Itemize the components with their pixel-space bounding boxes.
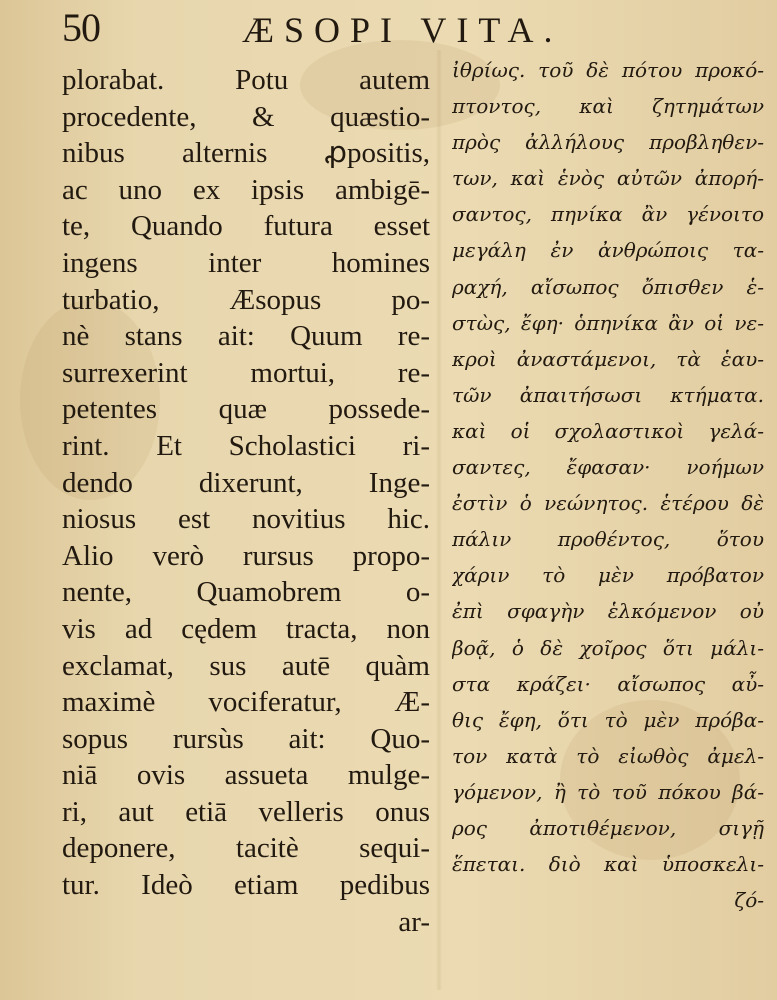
latin-line: exclamat, sus autē quàm xyxy=(62,649,430,682)
latin-line: surrexerint mortui, re- xyxy=(62,356,430,389)
greek-line: βοᾷ, ὁ δὲ χοῖρος ὅτι μάλι- xyxy=(452,635,764,660)
greek-line: μεγάλη ἐν ἀνθρώποις τα- xyxy=(452,238,764,263)
greek-line: γόμενον, ἢ τὸ τοῦ πόκου βά- xyxy=(452,779,764,804)
latin-line: ri, aut etiā velleris onus xyxy=(62,795,430,828)
greek-line: ἕπεται. διὸ καὶ ὑποσκελι- xyxy=(452,852,764,877)
latin-line: niosus est novitius hic. xyxy=(62,503,430,536)
greek-line: στα κράζει· αἴσωπος αὖ- xyxy=(452,671,764,696)
latin-line: nente, Quamobrem o- xyxy=(62,576,430,609)
latin-line: rint. Et Scholastici ri- xyxy=(62,429,430,462)
latin-line: ingens inter homines xyxy=(62,246,430,279)
latin-line: sopus rursùs ait: Quo- xyxy=(62,722,430,755)
greek-line: καὶ οἱ σχολαστικοὶ γελά- xyxy=(452,418,764,443)
latin-line: niā ovis assueta mulge- xyxy=(62,759,430,792)
greek-line: ἐστὶν ὁ νεώνητος. ἑτέρου δὲ xyxy=(452,491,764,516)
latin-catchword: ar- xyxy=(398,905,430,938)
latin-line: plorabat. Potu autem xyxy=(62,64,430,96)
greek-line: τον κατὰ τὸ εἰωθὸς ἀμελ- xyxy=(452,743,764,768)
latin-line: Alio verò rursus propo- xyxy=(62,539,430,572)
page-header xyxy=(62,4,762,56)
latin-line: maximè vociferatur, Æ- xyxy=(62,686,430,719)
greek-catchword: ζό- xyxy=(734,888,764,913)
latin-line: nibus alternis ꝓpositis, xyxy=(62,137,430,170)
greek-line: τῶν ἀπαιτήσωσι κτήματα. xyxy=(452,382,764,407)
greek-column xyxy=(452,52,764,918)
greek-line: ἰθρίως. τοῦ δὲ πότου προκό- xyxy=(452,58,764,82)
latin-line: ac uno ex ipsis ambigē- xyxy=(62,173,430,206)
greek-line: ρος ἀποτιθέμενον, σιγῇ xyxy=(452,815,764,840)
greek-line: χάριν τὸ μὲν πρόβατον xyxy=(452,563,764,588)
latin-line: te, Quando futura esset xyxy=(62,210,430,243)
greek-line: των, καὶ ἑνὸς αὐτῶν ἀπορή- xyxy=(452,166,764,191)
latin-line: tur. Ideò etiam pedibus xyxy=(62,869,430,902)
running-head: ÆSOPI VITA. xyxy=(242,10,563,50)
column-gutter xyxy=(436,50,442,990)
latin-line: dendo dixerunt, Inge- xyxy=(62,466,430,499)
greek-line: σαντες, ἔφασαν· νοήμων xyxy=(452,455,764,480)
latin-line: vis ad cędem tracta, non xyxy=(62,612,430,645)
greek-line: πτοντος, καὶ ζητημάτων xyxy=(452,94,764,119)
latin-line: nè stans ait: Quum re- xyxy=(62,320,430,353)
greek-line: θις ἔφη, ὅτι τὸ μὲν πρόβα- xyxy=(452,707,764,732)
latin-line: turbatio, Æsopus po- xyxy=(62,283,430,316)
latin-line: procedente, & quæstio- xyxy=(62,100,430,133)
greek-line: ραχή, αἴσωπος ὄπισθεν ἑ- xyxy=(452,274,764,299)
greek-line: ἐπὶ σφαγὴν ἑλκόμενον οὐ xyxy=(452,599,764,624)
greek-line: πάλιν προθέντος, ὅτου xyxy=(452,527,764,552)
greek-line: στὼς, ἔφη· ὁπηνίκα ἂν οἱ νε- xyxy=(452,310,764,335)
greek-line: σαντος, πηνίκα ἂν γένοιτο xyxy=(452,202,764,227)
latin-column xyxy=(62,62,430,940)
latin-line: petentes quæ possede- xyxy=(62,393,430,426)
greek-line: κροὶ ἀναστάμενοι, τὰ ἑαυ- xyxy=(452,346,764,371)
latin-line: deponere, tacitè sequi- xyxy=(62,832,430,865)
page-number: 50 xyxy=(62,5,100,50)
greek-line: πρὸς ἀλλήλους προβληθεν- xyxy=(452,130,764,155)
